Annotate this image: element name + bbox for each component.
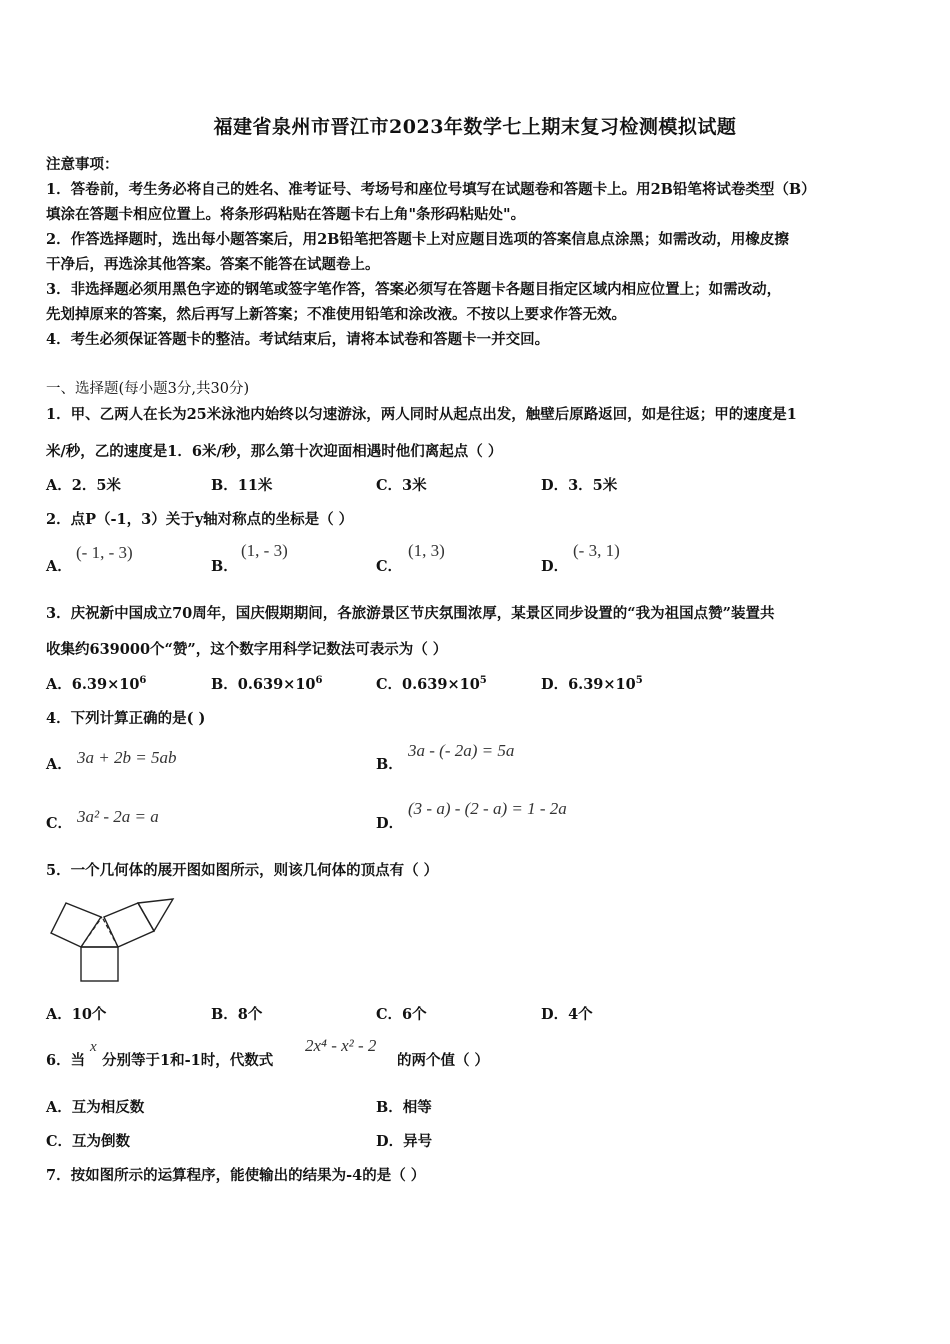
q3-label-c: C． bbox=[376, 676, 403, 693]
q3-label-a: A． bbox=[46, 676, 72, 693]
q6-option-d: D．异号 bbox=[376, 1133, 433, 1150]
q5-option-b: B．8个 bbox=[211, 1006, 263, 1023]
q3-base-a: 6.39×10 bbox=[71, 676, 140, 693]
question-1-line-1: 1．甲、乙两人在长为25米泳池内始终以匀速游泳，两人同时从起点出发，触壁后原路返回，如是往返；甲的速度是1 bbox=[46, 406, 797, 423]
q3-exp-a: 6 bbox=[139, 675, 147, 687]
question-6-post: 的两个值（ ） bbox=[397, 1052, 490, 1069]
q4-expr-d: (3 - a) - (2 - a) = 1 - 2a bbox=[408, 799, 567, 818]
q4-expr-b: 3a - (- 2a) = 5a bbox=[408, 741, 515, 760]
q4-label-a: A． bbox=[46, 756, 72, 773]
net-left-face bbox=[51, 903, 101, 947]
q6-option-b: B．相等 bbox=[376, 1099, 432, 1116]
question-3-line-2: 收集约639000个“赞”，这个数字用科学记数法可表示为（ ） bbox=[46, 641, 448, 658]
q2-expr-c: (1, 3) bbox=[408, 541, 445, 560]
q4-expr-c: 3a² - 2a = a bbox=[77, 807, 159, 826]
question-4-stem: 4．下列计算正确的是( ) bbox=[46, 710, 206, 727]
q4-label-b: B． bbox=[376, 756, 403, 773]
section-heading: 一、选择题(每小题3分,共30分) bbox=[46, 381, 250, 397]
q3-exp-c: 5 bbox=[479, 675, 487, 687]
q5-option-c: C．6个 bbox=[376, 1006, 427, 1023]
q4-expr-a: 3a + 2b = 5ab bbox=[77, 748, 177, 767]
question-7-stem: 7．按如图所示的运算程序，能使输出的结果为-4的是（ ） bbox=[46, 1167, 426, 1184]
notice-line: 1．答卷前，考生务必将自己的姓名、准考证号、考场号和座位号填写在试题卷和答题卡上。用2B铅笔将试卷类型（B） bbox=[46, 181, 816, 198]
question-5-stem: 5．一个几何体的展开图如图所示，则该几何体的顶点有（ ） bbox=[46, 862, 439, 879]
net-right-face bbox=[104, 903, 154, 947]
question-2-stem: 2．点P（-1，3）关于y轴对称点的坐标是（ ） bbox=[46, 511, 354, 528]
q2-label-d: D． bbox=[541, 558, 569, 575]
question-3-line-1: 3．庆祝新中国成立70周年，国庆假期期间，各旅游景区节庆氛围浓厚，某景区同步设置的“我为祖国点赞”装置共 bbox=[46, 605, 775, 622]
q2-expr-b: (1, - 3) bbox=[241, 541, 288, 560]
q3-label-b: B． bbox=[211, 676, 238, 693]
notice-line: 干净后，再选涂其他答案。答案不能答在试题卷上。 bbox=[46, 256, 380, 273]
q3-exp-b: 6 bbox=[315, 675, 323, 687]
q2-label-a: A． bbox=[46, 558, 72, 575]
q2-expr-a: (- 1, - 3) bbox=[76, 543, 133, 562]
question-6-mid: 分别等于1和-1时，代数式 bbox=[102, 1052, 274, 1069]
page-title: 福建省泉州市晋江市2023年数学七上期末复习检测模拟试题 bbox=[213, 116, 737, 138]
q3-label-d: D． bbox=[541, 676, 569, 693]
q1-option-c: C．3米 bbox=[376, 477, 427, 494]
q3-base-c: 0.639×10 bbox=[402, 676, 480, 693]
q2-label-b: B． bbox=[211, 558, 238, 575]
q5-option-d: D．4个 bbox=[541, 1006, 593, 1023]
q6-option-a: A．互为相反数 bbox=[46, 1099, 145, 1116]
q3-base-b: 0.639×10 bbox=[237, 676, 316, 693]
net-right-triangle bbox=[138, 899, 173, 931]
notice-heading: 注意事项： bbox=[46, 156, 119, 173]
notice-line: 2．作答选择题时，选出每小题答案后，用2B铅笔把答题卡上对应题目选项的答案信息点涂黑；如需改动，用橡皮擦 bbox=[46, 231, 789, 248]
q5-option-a: A．10个 bbox=[46, 1006, 107, 1023]
q4-label-c: C． bbox=[46, 815, 73, 832]
question-6-pre: 6．当 bbox=[46, 1052, 86, 1069]
net-square bbox=[81, 947, 118, 981]
q4-label-d: D． bbox=[376, 815, 404, 832]
net-diagram bbox=[46, 893, 186, 985]
notice-line: 填涂在答题卡相应位置上。将条形码粘贴在答题卡右上角"条形码粘贴处"。 bbox=[46, 206, 526, 223]
q6-option-c: C．互为倒数 bbox=[46, 1133, 131, 1150]
notice-line: 4．考生必须保证答题卡的整洁。考试结束后，请将本试卷和答题卡一并交回。 bbox=[46, 331, 550, 348]
q1-option-d: D．3．5米 bbox=[541, 477, 618, 494]
q3-base-d: 6.39×10 bbox=[568, 676, 636, 693]
q1-option-b: B．11米 bbox=[211, 477, 273, 494]
q6-expression: 2x⁴ - x² - 2 bbox=[305, 1036, 377, 1055]
q6-variable: x bbox=[90, 1039, 97, 1055]
q2-label-c: C． bbox=[376, 558, 403, 575]
q1-option-a: A．2．5米 bbox=[46, 477, 121, 494]
notice-line: 3．非选择题必须用黑色字迹的钢笔或签字笔作答，答案必须写在答题卡各题目指定区域内相应位置上；如需改动， bbox=[46, 281, 782, 298]
q2-expr-d: (- 3, 1) bbox=[573, 541, 620, 560]
notice-line: 先划掉原来的答案，然后再写上新答案；不准使用铅笔和涂改液。不按以上要求作答无效。 bbox=[46, 306, 626, 323]
q3-exp-d: 5 bbox=[635, 675, 643, 687]
question-1-line-2: 米/秒，乙的速度是1．6米/秒，那么第十次迎面相遇时他们离起点（ ） bbox=[46, 443, 503, 460]
